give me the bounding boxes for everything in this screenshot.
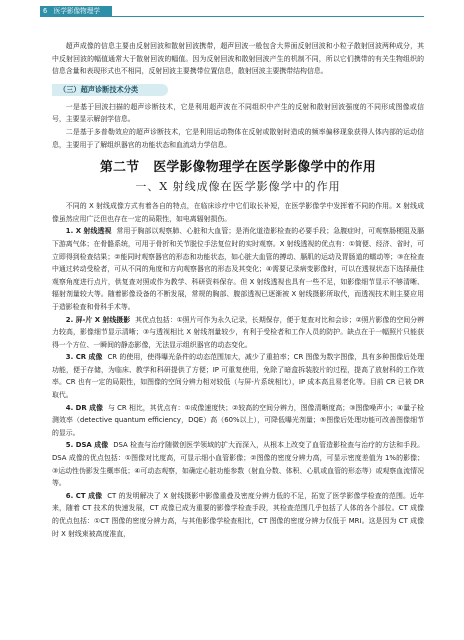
item-heading: 6. CT 成像 [65,491,103,500]
header-rule [112,16,424,17]
section-title: 医学影像物理学在医学影像学中的作用 [153,160,376,176]
subsection-paragraph-2: 二是基于多普勒效应的超声诊断技术，它是利用运动物体在反射或散射时造成的频率偏移现象获得人体内部的运动信息，主要用于了解组织器官的功能状态和血流动力学信息。 [52,127,424,149]
subsection-paragraph-1: 一是基于回波扫描的超声诊断技术，它是利用超声波在不同组织中产生的反射和散射回波强度的不同形成图像或信号，主要显示解剖学信息。 [52,102,424,124]
subsection-heading: （三）超声诊断技术分类 [52,84,168,96]
section-subtitle: 一、X 射线成像在医学影像学中的作用 [135,180,341,194]
page-body [52,40,424,540]
item-paragraph [52,351,424,401]
section-heading [52,160,424,176]
item-paragraph [52,439,424,489]
item-paragraph [52,225,424,313]
item-heading: 5. DSA 成像 [65,441,109,450]
item-text: 其优点包括：①照片可作为永久记录，长期保存，便于复查对比和会诊；②照片影像的空间分辨力较高，影像细节显示清晰；③与透视相比 X 射线剂量较少，有利于受检者和工作人员的防护。缺点在于一幅照片只能获得一个方位、一瞬间的静态影像，无法显示组织器官的动态变化。 [52,315,424,349]
item-paragraph [52,402,424,440]
page-label: 6 医学影像物理学 [40,6,112,17]
item-paragraph [52,314,424,352]
section-number: 第二节 [100,160,140,176]
intro-paragraph: 超声成像的信息主要由反射回波和散射回波携带，超声回波一般包含大界面反射回波和小粒子散射回波两种成分，其中反射回波的幅值通常大于散射回波的幅值。因为反射回波和散射回波产生的机制不同，所以它们携带的有关生物组织的信息含量和表现形式也不相同，反射回波主要携带位置信息，散射回波主要携带结构信息。 [52,42,424,76]
item-heading: 3. CR 成像 [65,353,103,362]
item-text: 与 CR 相比，其优点有：①成像速度快；②较高的空间分辨力，图像清晰度高；③图像噪声小；④量子检测效率（detective quantum efficiency，DQE）高（60%以上），可降低曝光剂量；⑤图像后处理功能可改善图像细节的显示。 [52,403,424,437]
item-heading: 4. DR 成像 [65,403,103,412]
item-heading: 2. 屏-片 X 射线摄影 [65,315,131,324]
item-paragraph [52,490,424,540]
item-text: 常用于胸部以观察肺、心脏和大血管；是消化道造影检查的必要手段；急腹症时，可观察肠梗阻及膈下游离气体；在骨骼系统，可用于骨折和关节脱位手法复位时的实时观察。X 射线透视的优点有：①简便、经济、省时，可立即得到检查结果；②能同时观察器官的形态和功能状态，如心脏大血管的搏动、膈肌的运动及胃肠道的蠕动等；③在检查中通过转动受检者，可从不同的角度和方向观察器官的形态及其变化；④需要记录病变影像时，可以在透视状态下选择最佳观察角度进行点片，供复查对照或作为教学、科研资料保存。但 X 射线透视也具有一些不足，如影像细节显示不够清晰、辐射剂量较大等。随着影像设备的不断发展，常规的胸部、腹部透视已逐渐被 X 射线摄影所取代，而透视技术则主要应用于造影检查和骨科手术等。 [52,227,424,311]
item-text: CT 的发明解决了 X 射线摄影中影像重叠及密度分辨力低的不足，拓宽了医学影像学检查的范围。近年来，随着 CT 技术的快速发展，CT 成像已成为重要的影像学检查手段，其检查范围几乎包括了人体的各个部位。CT 成像的优点包括：①CT 图像的密度分辨力高，与其他影像学检查相比，CT 图像的密度分辨力仅低于 MRI。这是因为 CT 成像时 X 射线束被高度准直， [52,491,425,538]
running-header [0,0,464,22]
item-heading: 1. X 射线透视 [65,227,112,236]
section-lead: 不同的 X 射线成像方式有着各自的特点，在临床诊疗中它们取长补短，在医学影像学中发挥着不同的作用。X 射线成像虽然应用广泛但也存在一定的局限性，如电离辐射损伤。 [52,202,424,223]
item-text: DSA 检查与治疗随微创医学领域的扩大而深入，从根本上改变了血管造影检查与治疗的方法和手段。DSA 成像的优点包括：①图像对比度高，可显示细小血管影像；②图像的密度分辨力高，可显示密度差值为 1%的影像；③运动性伪影发生概率低；④可动态观察，如确定心脏功能参数（射血分数、体积、心肌或血管的形态等）或观察血流情况等。 [52,441,424,488]
item-text: CR 的使用，使得曝光条件的动态范围加大，减少了重拍率；CR 图像为数字图像，具有多种图像后处理功能，便于存储，为临床、教学和科研提供了方便；IP 可重复使用，免除了暗盒拆装胶片的过程，提高了放射科的工作效率。CR 也有一定的局限性，如图像的空间分辨力相对较低（与屏-片系统相比），IP 成本高且易老化等。目前 CR 已被 DR 取代。 [52,353,425,400]
